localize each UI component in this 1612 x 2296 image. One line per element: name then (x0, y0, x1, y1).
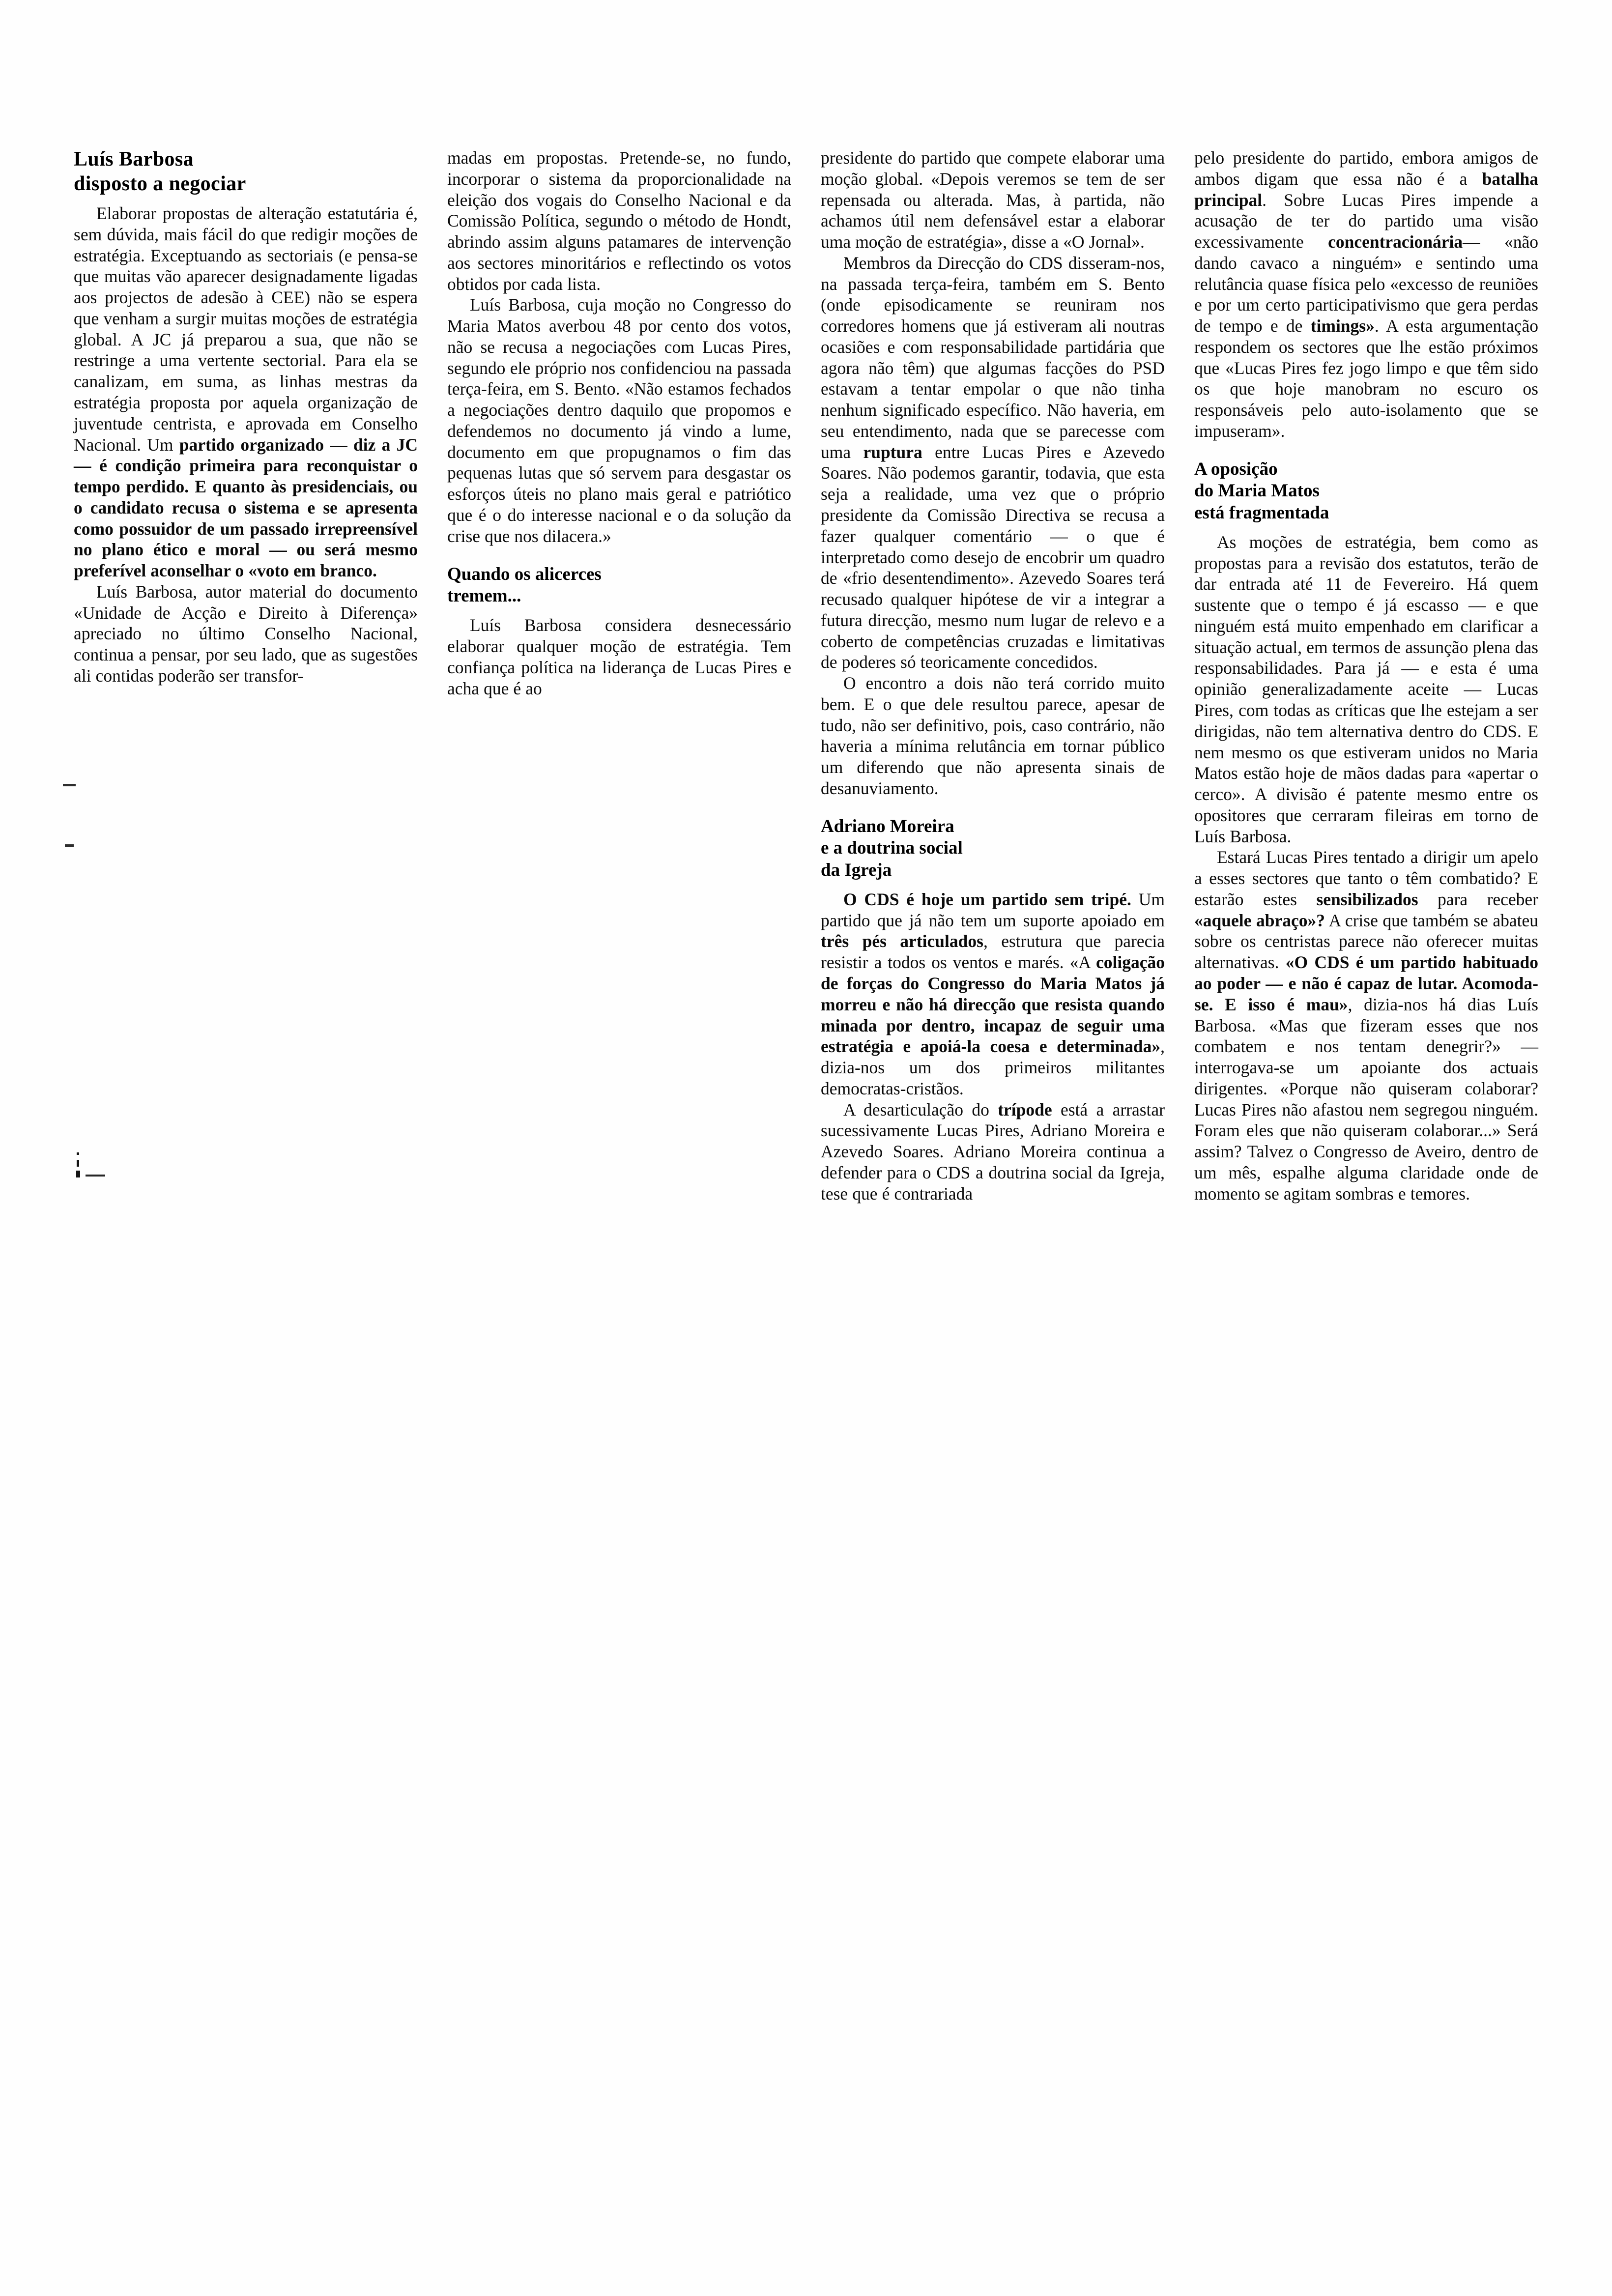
paragraph-emphasis: coligação de forças do Congresso do Maria Matos já morreu e não há direcção que resista quando minada por dentro, incapaz de seguir uma estratégia e apoiá-la coesa e determinada» (821, 952, 1165, 1057)
paragraph (447, 147, 791, 294)
paragraph-text: . Sobre Lucas Pires impende a acusação de ter do partido uma visão excessivamente (1194, 190, 1538, 252)
paragraph-text: Um partido que já não tem um suporte apoiado em (821, 889, 1165, 930)
paragraph-text: As moções de estratégia, bem como as propostas para a revisão dos estatutos, terão de dar entrada até 11 de Fevereiro. Há quem sustente que o tempo é já escasso — e que ninguém está muito empenhado em clarificar a situação actual, em termos de assunção plena das responsabilidades. Para já — e esta é uma opinião generalizadamente aceite — Lucas Pires, com todas as críticas que lhe estejam a ser dirigidas, não tem alternativa dentro do CDS. E nem mesmo os que estiveram unidos no Maria Matos estão hoje de mãos dadas para «apertar o cerco». A divisão é patente mesmo entre os opositores que cerraram fileiras em torno de Luís Barbosa. (1194, 532, 1538, 846)
article-headline (74, 147, 418, 196)
paragraph-emphasis: partido organizado — diz a JC — é condição primeira para reconquistar o tempo perdido. E quanto às presidenciais, ou o candidato recusa o sistema e se apresenta como possuidor de um passado irrepreensível no plano ético e moral — ou será mesmo preferível aconselhar o «voto em branco. (74, 434, 418, 581)
scan-speckle (77, 1160, 79, 1167)
paragraph (821, 1099, 1165, 1205)
text-column-1 (74, 147, 418, 687)
paragraph (1194, 532, 1538, 847)
paragraph-emphasis: concentracionária— (1328, 232, 1480, 252)
paragraph (1194, 847, 1538, 1204)
text-column-3 (821, 147, 1165, 1204)
paragraph-text: Estará Lucas Pires tentado a dirigir um apelo a esses sectores que tanto o têm combatido? E estarão estes (1194, 847, 1538, 909)
section-subhead (1194, 459, 1538, 524)
text-column-4 (1194, 147, 1538, 1204)
paragraph-emphasis: trípode (998, 1099, 1052, 1119)
paragraph-text: Membros da Direcção do CDS disseram-nos, na passada terça-feira, também em S. Bento (onde episodicamente se reuniram nos corredores homens que já estiveram ali noutras ocasiões e com responsabilidade partidária que agora não têm) que algumas facções do PSD estavam a tentar empolar o que não tinha nenhum significado específico. Não haveria, em seu entendimento, nada que se parecesse com uma (821, 253, 1165, 462)
scan-speckle (77, 1152, 79, 1155)
paragraph-text: . A esta argumentação respondem os sectores que lhe estão próximos que «Lucas Pires fez jogo limpo e que têm sido os que hoje manobram no escuro os responsáveis pelo auto-isolamento que se impuseram». (1194, 316, 1538, 441)
headline-line-1: Luís Barbosa (74, 148, 194, 171)
paragraph-text: Luís Barbosa, autor material do documento «Unidade de Acção e Direito à Diferença» apreciado no último Conselho Nacional, continua a pensar, por seu lado, que as sugestões ali contidas poderão ser transfor- (74, 581, 418, 686)
paragraph-emphasis: batalha principal (1194, 169, 1538, 210)
headline-line-2: disposto a negociar (74, 172, 246, 195)
paragraph-emphasis: ruptura (863, 442, 922, 462)
paragraph-text: «não dando cavaco a ninguém» e sentindo uma relutância quase física pelo «excesso de reuniões e por um certo participativismo que gera perdas de tempo e de (1194, 232, 1538, 336)
paragraph-emphasis: O CDS é hoje um partido sem tripé. (843, 889, 1131, 909)
paragraph-text: O encontro a dois não terá corrido muito bem. E o que dele resultou parece, apesar de tudo, não ser definitivo, pois, caso contrário, não haveria a mínima relutância em tornar público um diferendo que não apresenta sinais de desanuviamento. (821, 673, 1165, 798)
subhead-line-3: está fragmentada (1194, 502, 1329, 523)
article-body (74, 147, 1538, 2202)
paragraph-text: entre Lucas Pires e Azevedo Soares. Não podemos garantir, todavia, que esta seja a realidade, uma vez que o próprio presidente da Comissão Directiva se recusa a fazer qualquer comentário — o que é interpretado como desejo de encobrir um quadro de «frio desentendimento». Azevedo Soares terá recusado qualquer hipótese de vir a integrar a futura direcção, mesmo num lugar de relevo e a coberto de competências cruzadas e limitativas de poderes só teoricamente concedidos. (821, 442, 1165, 672)
section-subhead (447, 564, 791, 607)
paragraph (447, 615, 791, 699)
subhead-line-1: Quando os alicerces (447, 564, 602, 584)
paragraph-text: A crise que também se abateu sobre os centristas parece não oferecer muitas alternativas. (1194, 910, 1538, 973)
scan-speckle (76, 1171, 80, 1177)
paragraph-text: Luís Barbosa considera desnecessário elaborar qualquer moção de estratégia. Tem confiança política na liderança de Lucas Pires e acha que é ao (447, 615, 791, 698)
paragraph (821, 253, 1165, 673)
section-subhead (821, 816, 1165, 881)
paragraph-text: pelo presidente do partido, embora amigos de ambos digam que essa não é a (1194, 148, 1538, 189)
paragraph-text: está a arrastar sucessivamente Lucas Pires, Adriano Moreira e Azevedo Soares. Adriano Moreira continua a defender para o CDS a doutrina social da Igreja, tese que é contrariada (821, 1099, 1165, 1204)
paragraph-emphasis: timings» (1310, 316, 1375, 336)
paragraph (821, 673, 1165, 799)
paragraph (821, 889, 1165, 1099)
paragraph-text: , dizia-nos um dos primeiros militantes democratas-cristãos. (821, 1036, 1165, 1098)
paragraph-emphasis: sensibilizados (1316, 889, 1418, 909)
paragraph-text: A desarticulação do (843, 1099, 998, 1119)
subhead-line-3: da Igreja (821, 860, 892, 880)
paragraph-text: para receber (1418, 889, 1538, 909)
scan-edge-tick (63, 784, 76, 786)
paragraph-emphasis: «aquele abraço»? (1194, 910, 1325, 930)
subhead-line-2: e a doutrina social (821, 838, 963, 859)
paragraph-emphasis: «O CDS é um partido habituado ao poder — e não é capaz de lutar. Acomoda-se. E isso é mau» (1194, 952, 1538, 1014)
scan-dash-artifact (86, 1175, 105, 1177)
text-column-2 (447, 147, 791, 699)
subhead-line-1: Adriano Moreira (821, 816, 954, 836)
paragraph-text: , dizia-nos há dias Luís Barbosa. «Mas que fizeram esses que nos combatem e nos tentam denegrir?» — interrogava-se um apoiante dos actuais dirigentes. «Porque não quiseram colaborar? Lucas Pires não afastou nem segregou ninguém. Foram eles que não quiseram colaborar...» Será assim? Talvez o Congresso de Aveiro, dentro de um mês, espalhe alguma claridade onde de momento se agitam sombras e temores. (1194, 994, 1538, 1204)
column-grid (74, 147, 1538, 1204)
subhead-line-2: tremem... (447, 585, 521, 606)
paragraph-emphasis: três pés articulados (821, 931, 983, 951)
paragraph-text: madas em propostas. Pretende-se, no fundo, incorporar o sistema da proporcionalidade na eleição dos vogais do Conselho Nacional e da Comissão Política, segundo o método de Hondt, abrindo assim alguns patamares de intervenção aos sectores minoritários e reflectindo os votos obtidos por cada lista. (447, 148, 791, 294)
paragraph (1194, 147, 1538, 442)
subhead-line-1: A oposição (1194, 459, 1278, 479)
paragraph (74, 581, 418, 687)
paragraph-text: Elaborar propostas de alteração estatutária é, sem dúvida, mais fácil do que redigir moções de estratégia. Exceptuando as sectoriais (e pensa-se que muitas vão aparecer designadamente ligadas aos projectos de adesão à CEE) não se espera que venham a surgir muitas moções de estratégia global. A JC já preparou a sua, que não se restringe a uma vertente sectorial. Para ela se canalizam, em suma, as linhas mestras da estratégia proposta por aquela organização de juventude centrista, e aprovada em Conselho Nacional. Um (74, 203, 418, 455)
paragraph (447, 294, 791, 546)
paragraph-text: presidente do partido que compete elaborar uma moção global. «Depois veremos se tem de ser repensada ou alterada. Mas, à partida, não achamos útil nem defensável estar a elaborar uma moção de estratégia», disse a «O Jornal». (821, 148, 1165, 252)
paragraph (821, 147, 1165, 253)
paragraph-text: , estrutura que parecia resistir a todos os ventos e marés. «A (821, 931, 1165, 973)
scan-edge-tick (65, 844, 74, 847)
subhead-line-2: do Maria Matos (1194, 481, 1320, 501)
paragraph-text: Luís Barbosa, cuja moção no Congresso do Maria Matos averbou 48 por cento dos votos, não se recusa a negociações com Lucas Pires, segundo ele próprio nos confidenciou na passada terça-feira, em S. Bento. «Não estamos fechados a negociações dentro daquilo que propomos e defendemos no documento já vindo a lume, documento em que propugnamos o fim das pequenas lutas que só servem para desgastar os esforços úteis no plano mais geral e patriótico que é o do interesse nacional e o da solução da crise que nos dilacera.» (447, 295, 791, 546)
paragraph (74, 203, 418, 581)
